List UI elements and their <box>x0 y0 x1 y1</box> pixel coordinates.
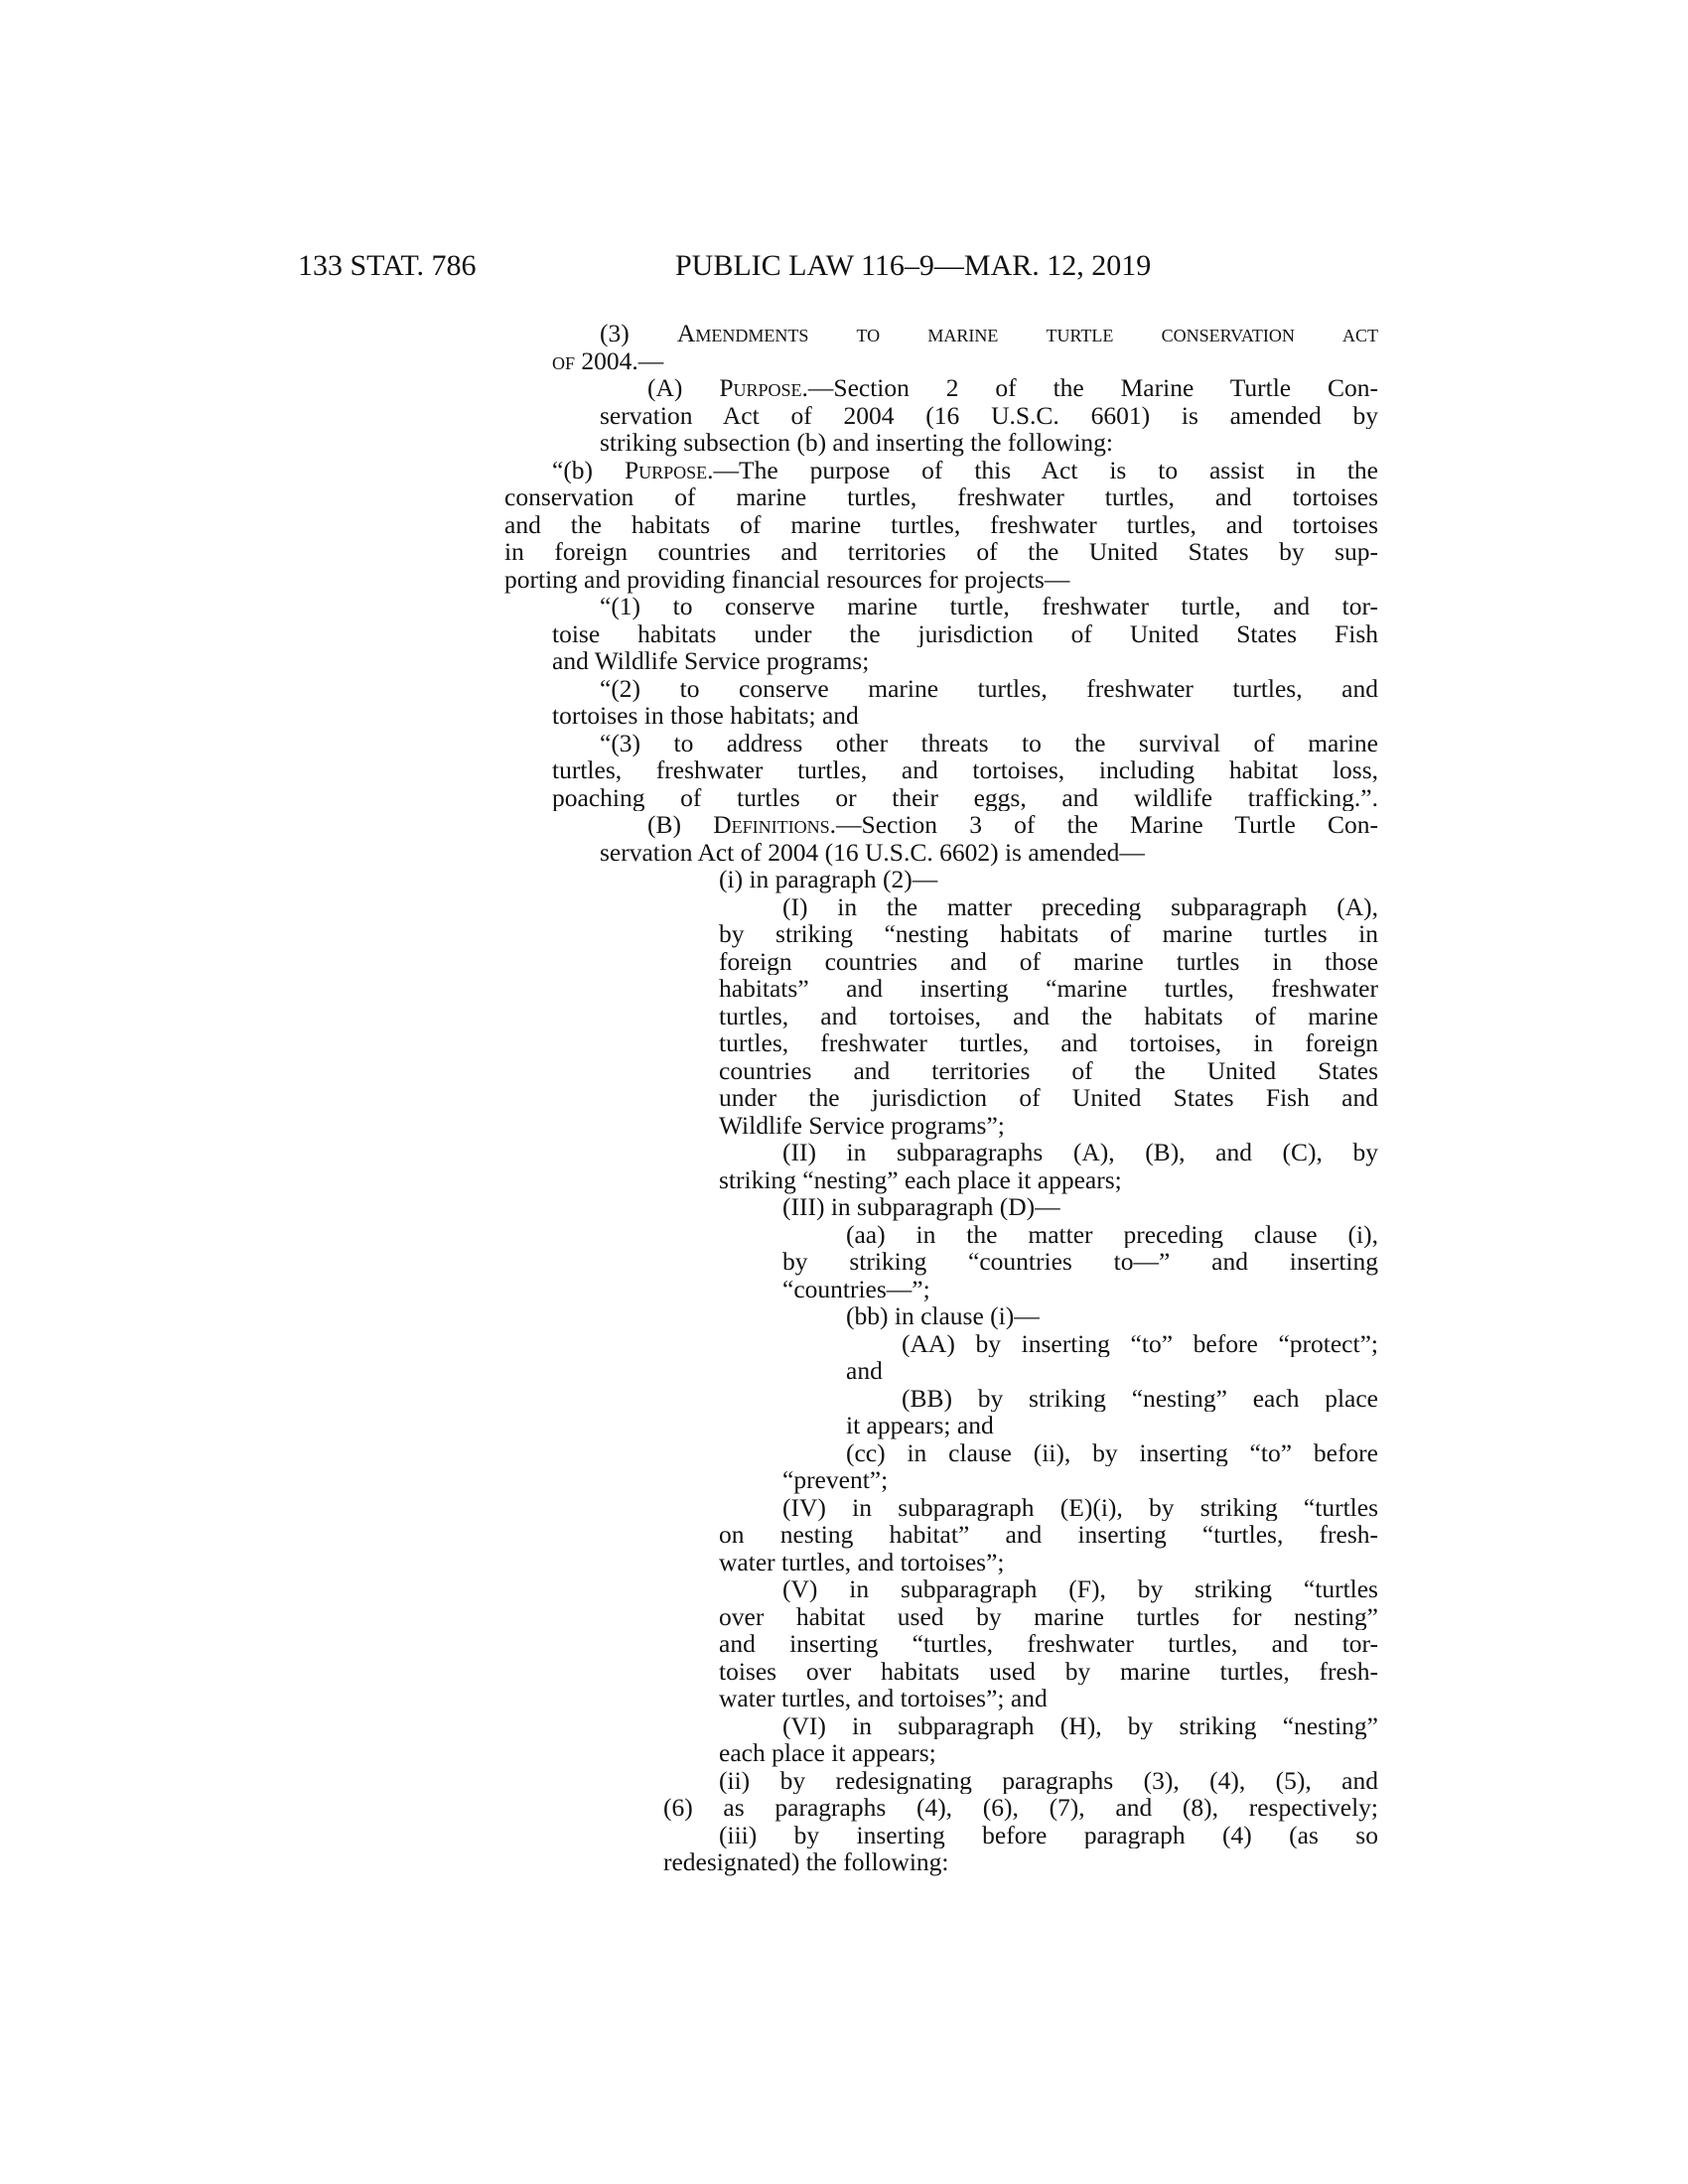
text-line <box>504 1302 1378 1330</box>
text-line <box>504 402 1378 430</box>
text-line <box>504 1385 1378 1413</box>
text-line <box>504 1494 1378 1522</box>
text-line <box>504 1848 1378 1876</box>
line-text: toises over habitats used by marine turtles, fresh- <box>719 1657 1378 1685</box>
text-line <box>504 675 1378 703</box>
text-line <box>504 374 1378 402</box>
line-text: in foreign countries and territories of the United States by sup- <box>504 538 1378 566</box>
line-text: (ii) by redesignating paragraphs (3), (4), (5), and <box>719 1766 1378 1794</box>
line-text: it appears; and <box>846 1411 994 1439</box>
line-text: servation Act of 2004 (16 U.S.C. 6602) is amended— <box>600 837 1145 867</box>
line-text: Wildlife Service programs”; <box>719 1110 1005 1140</box>
line-text: (bb) in clause (i)— <box>846 1301 1040 1330</box>
line-text: on nesting habitat” and inserting “turtles, fresh- <box>719 1521 1378 1549</box>
text-line <box>504 647 1378 675</box>
text-line <box>504 784 1378 812</box>
text-line <box>504 866 1378 893</box>
text-line <box>504 1549 1378 1576</box>
line-text: (IV) in subparagraph (E)(i), by striking “turtles <box>782 1493 1378 1521</box>
line-text: by striking “nesting habitats of marine turtles in <box>719 920 1378 948</box>
section-heading: Amendments to marine turtle conservation act <box>676 320 1378 347</box>
text-line <box>504 1003 1378 1030</box>
line-text: “(2) to conserve marine turtles, freshwater turtles, and <box>600 674 1378 702</box>
text-line <box>504 1139 1378 1166</box>
text-line <box>504 975 1378 1003</box>
line-text: (cc) in clause (ii), by inserting “to” before <box>846 1438 1378 1466</box>
text-line <box>504 1603 1378 1631</box>
line-text: (VI) in subparagraph (H), by striking “nesting” <box>782 1711 1378 1739</box>
text-line <box>504 320 1378 347</box>
line-text: (V) in subparagraph (F), by striking “turtles <box>782 1575 1378 1603</box>
line-text: servation Act of 2004 (16 U.S.C. 6601) is amended by <box>600 401 1378 429</box>
line-text: (III) in subparagraph (D)— <box>782 1192 1060 1221</box>
line-text: porting and providing financial resources for projects— <box>504 564 1070 594</box>
page-stat-number: 133 STAT. 786 <box>298 249 477 282</box>
line-text: over habitat used by marine turtles for nesting” <box>719 1602 1378 1630</box>
line-text: and the habitats of marine turtles, freshwater turtles, and tortoises <box>504 510 1378 538</box>
section-heading: of 2004 <box>552 345 633 375</box>
line-text: .—The purpose of this Act is to assist in the <box>707 456 1378 483</box>
line-text: turtles, freshwater turtles, and tortoises, including habitat loss, <box>552 756 1378 784</box>
text-line <box>504 1330 1378 1358</box>
text-line <box>504 1439 1378 1467</box>
text-line <box>504 457 1378 484</box>
text-line <box>504 1276 1378 1303</box>
line-text: and Wildlife Service programs; <box>552 646 870 675</box>
statute-body <box>504 320 1378 1876</box>
line-text: turtles, and tortoises, and the habitats of marine <box>719 1002 1378 1029</box>
text-line <box>504 1193 1378 1221</box>
line-text: each place it appears; <box>719 1738 936 1767</box>
line-text: and <box>846 1356 883 1385</box>
section-heading: Definitions <box>713 811 830 839</box>
line-text: and inserting “turtles, freshwater turtles, and tor- <box>719 1630 1378 1658</box>
text-line <box>504 756 1378 784</box>
line-text: redesignated) the following: <box>663 1847 949 1876</box>
text-line <box>504 429 1378 457</box>
text-line <box>504 1521 1378 1549</box>
text-line <box>504 730 1378 757</box>
text-line <box>504 620 1378 648</box>
line-text: striking subsection (b) and inserting the following: <box>600 428 1114 457</box>
text-line <box>504 1575 1378 1603</box>
line-text: toise habitats under the jurisdiction of United States Fish <box>552 619 1378 647</box>
text-line <box>504 1112 1378 1140</box>
text-line <box>504 893 1378 921</box>
text-line <box>504 593 1378 620</box>
text-line <box>504 1057 1378 1085</box>
line-text: .—Section 2 of the Marine Turtle Con- <box>801 374 1378 402</box>
line-text: “(1) to conserve marine turtle, freshwater turtle, and tor- <box>600 593 1378 620</box>
line-text: under the jurisdiction of United States Fish and <box>719 1084 1378 1112</box>
text-line <box>504 483 1378 511</box>
line-text: poaching of turtles or their eggs, and wildlife trafficking.”. <box>552 783 1378 811</box>
text-line <box>504 702 1378 730</box>
text-line <box>504 1739 1378 1767</box>
line-text: “(3) to address other threats to the survival of marine <box>600 729 1378 756</box>
line-text: water turtles, and tortoises”; and <box>719 1684 1048 1712</box>
text-line <box>504 948 1378 976</box>
text-line <box>504 1466 1378 1494</box>
text-line <box>504 920 1378 948</box>
line-text: tortoises in those habitats; and <box>552 701 859 730</box>
text-line <box>504 566 1378 594</box>
text-line <box>504 1658 1378 1686</box>
line-text: (i) in paragraph (2)— <box>719 865 938 893</box>
line-lead: (A) <box>647 374 720 402</box>
section-heading: Purpose <box>719 374 802 402</box>
line-text: countries and territories of the United States <box>719 1056 1378 1084</box>
line-text: .— <box>632 345 664 375</box>
line-text: “prevent”; <box>782 1465 889 1494</box>
text-line <box>504 1029 1378 1057</box>
line-text: (I) in the matter preceding subparagraph (A), <box>782 892 1378 920</box>
line-lead: (B) <box>647 811 714 839</box>
text-line <box>504 1166 1378 1194</box>
text-line <box>504 1412 1378 1439</box>
text-line <box>504 1357 1378 1385</box>
line-text: foreign countries and of marine turtles in those <box>719 947 1378 975</box>
line-text: (II) in subparagraphs (A), (B), and (C), by <box>782 1139 1378 1166</box>
text-line <box>504 1221 1378 1249</box>
line-text: water turtles, and tortoises”; <box>719 1547 1005 1576</box>
text-line <box>504 1794 1378 1822</box>
line-lead: (3) <box>600 320 677 347</box>
section-heading: Purpose <box>624 456 708 483</box>
text-line <box>504 1712 1378 1740</box>
text-line <box>504 347 1378 375</box>
text-line <box>504 1248 1378 1276</box>
text-line <box>504 839 1378 867</box>
line-text: .—Section 3 of the Marine Turtle Con- <box>829 811 1378 839</box>
text-line <box>504 811 1378 839</box>
line-text: striking “nesting” each place it appears; <box>719 1164 1122 1194</box>
line-text: “countries—”; <box>782 1274 930 1303</box>
line-lead: “(b) <box>552 456 625 483</box>
line-text: by striking “countries to—” and inserting <box>782 1248 1378 1276</box>
line-text: (6) as paragraphs (4), (6), (7), and (8), respectively; <box>663 1794 1378 1822</box>
text-line <box>504 511 1378 539</box>
text-line <box>504 1084 1378 1112</box>
line-text: habitats” and inserting “marine turtles, freshwater <box>719 975 1378 1003</box>
line-text: (aa) in the matter preceding clause (i), <box>846 1220 1378 1248</box>
text-line <box>504 538 1378 566</box>
text-line <box>504 1822 1378 1849</box>
line-text: turtles, freshwater turtles, and tortoises, in foreign <box>719 1029 1378 1057</box>
text-line <box>504 1685 1378 1712</box>
text-line <box>504 1767 1378 1795</box>
running-header: PUBLIC LAW 116–9—MAR. 12, 2019 <box>675 249 1152 282</box>
line-text: conservation of marine turtles, freshwater turtles, and tortoises <box>504 483 1378 511</box>
line-text: (iii) by inserting before paragraph (4) (as so <box>719 1821 1378 1848</box>
text-line <box>504 1630 1378 1658</box>
line-text: (AA) by inserting “to” before “protect”; <box>902 1329 1378 1357</box>
line-text: (BB) by striking “nesting” each place <box>902 1384 1378 1412</box>
